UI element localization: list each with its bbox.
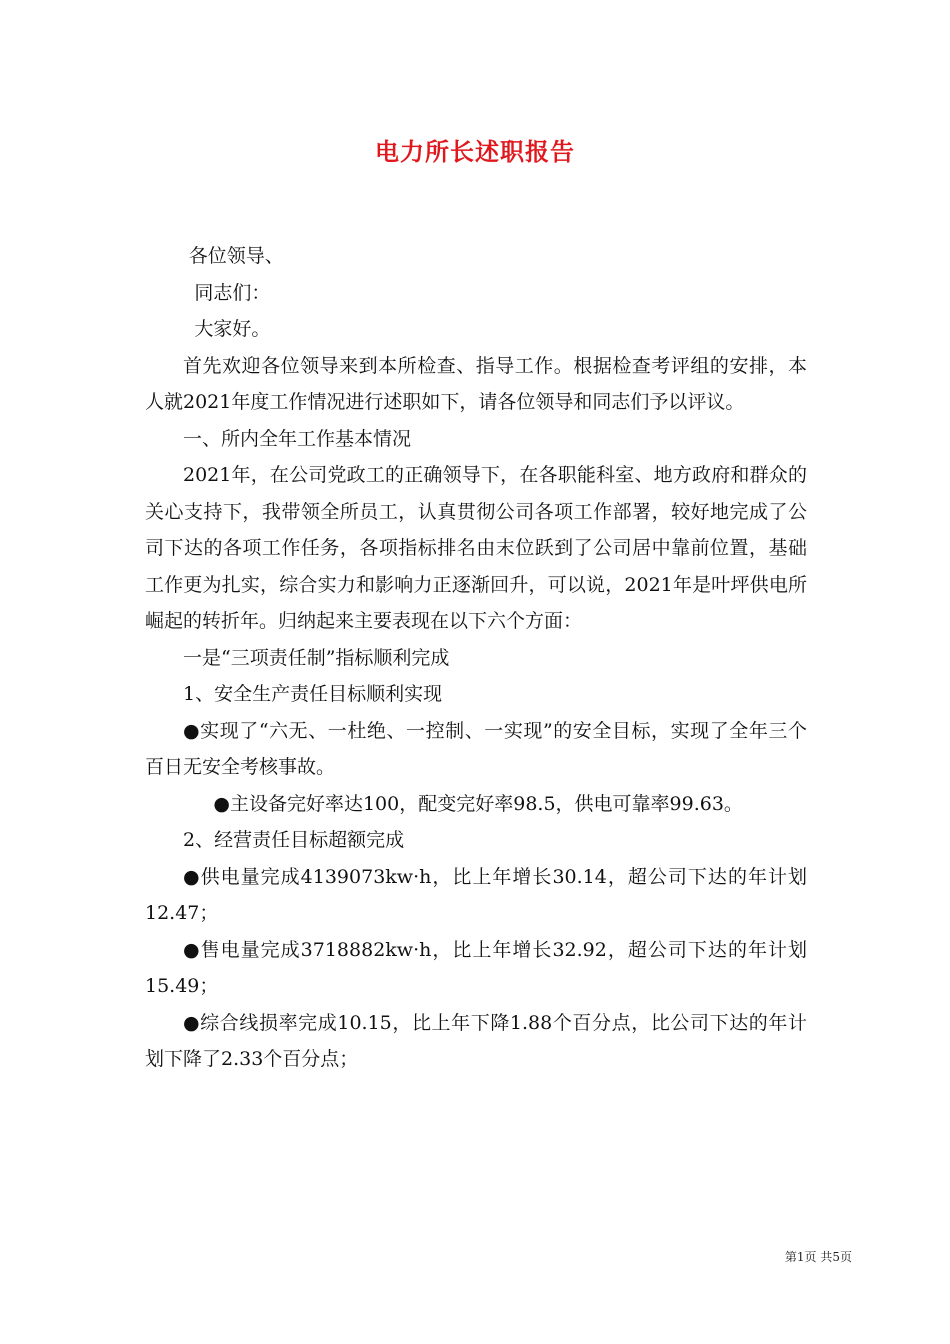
page-number: 第1页 共5页 — [784, 1250, 852, 1264]
subheading-business-target: 2、经营责任目标超额完成 — [183, 829, 405, 851]
bullet-power-supply: ●供电量完成4139073kw·h，比上年增长30.14，超公司下达的年计划12.47； — [145, 865, 807, 924]
bullet-line-loss: ●综合线损率完成10.15，比上年下降1.88个百分点，比公司下达的年计划下降了2.33个百分点； — [145, 1011, 807, 1070]
salutation-leaders: 各位领导、 — [188, 245, 284, 267]
subheading-three-responsibilities: 一是“三项责任制”指标顺利完成 — [183, 646, 450, 669]
paragraph-overview: 2021年，在公司党政工的正确领导下，在各职能科室、地方政府和群众的关心支持下，我带领全所员工，认真贯彻公司各项工作部署，较好地完成了公司下达的各项工作任务，各项指标排名由末位跃到了公司居中靠前位置，基础工作更为扎实，综合实力和影响力正逐渐回升，可以说，2021年是叶坪供电所崛起的转折年。归纳起来主要表现在以下六个方面： — [145, 464, 807, 632]
subheading-safety-target: 1、安全生产责任目标顺利实现 — [183, 683, 443, 705]
greeting: 大家好。 — [194, 318, 271, 340]
document-body — [145, 238, 807, 1078]
salutation-comrades: 同志们： — [194, 281, 271, 304]
document-title: 电力所长述职报告 — [375, 137, 575, 166]
bullet-equipment-rate: ●主设备完好率达100，配变完好率98.5，供电可靠率99.63。 — [213, 792, 743, 815]
paragraph-intro: 首先欢迎各位领导来到本所检查、指导工作。根据检查考评组的安排，本人就2021年度工作情况进行述职如下，请各位领导和同志们予以评议。 — [145, 354, 807, 413]
bullet-power-sales: ●售电量完成3718882kw·h，比上年增长32.92，超公司下达的年计划15.49； — [145, 938, 807, 997]
bullet-safety-goal: ●实现了“六无、一杜绝、一控制、一实现”的安全目标，实现了全年三个百日无安全考核事故。 — [145, 719, 807, 778]
section-heading-1: 一、所内全年工作基本情况 — [183, 427, 412, 450]
